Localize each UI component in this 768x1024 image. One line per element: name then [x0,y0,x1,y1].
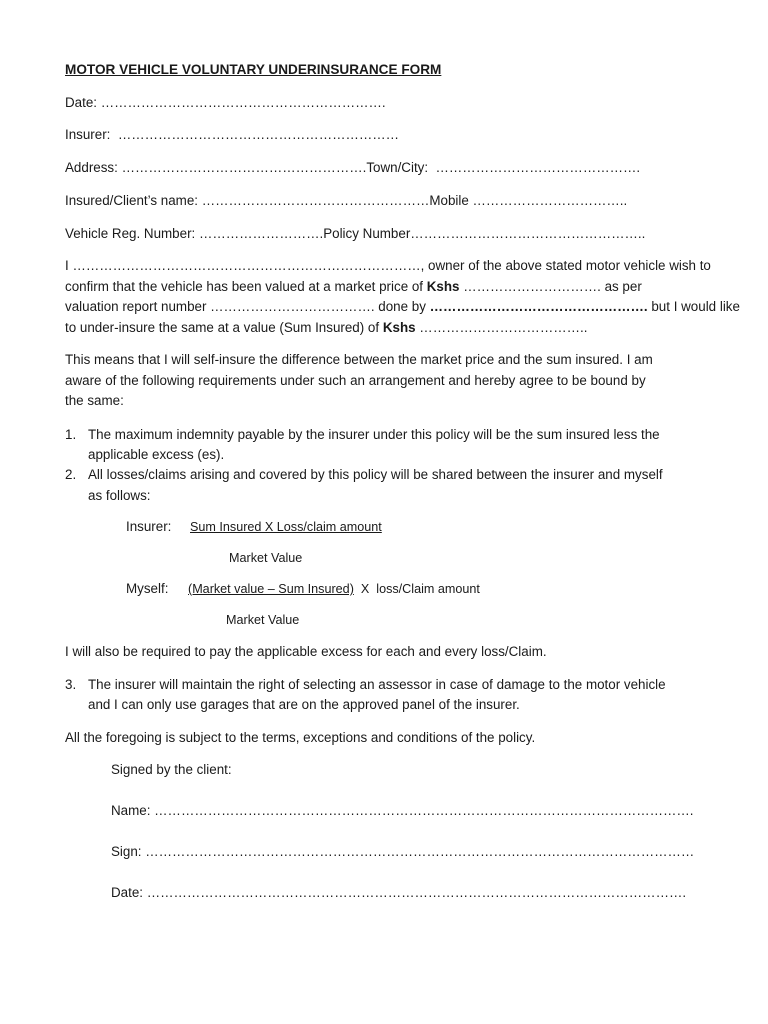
form-title: MOTOR VEHICLE VOLUNTARY UNDERINSURANCE FORM [65,62,442,77]
client-name-field: Insured/Client’s name: ……………………………………………Mobile …………………………….. [65,193,628,208]
list-item-3-line-1: The insurer will maintain the right of selecting an assessor in case of damage to the motor vehicle [88,677,666,692]
kshs-label: Kshs [426,279,460,294]
formula-myself-denominator: Market Value [226,613,300,627]
declaration-line-2: confirm that the vehicle has been valued at a market price of Kshs …………………………. as per [65,279,642,294]
list-number: 2. [65,467,77,482]
signature-sign-field: Sign: …………………………………………………………………………………………………………… [111,844,695,859]
formula-myself-numerator: (Market value – Sum Insured) X loss/Claim amount [188,582,480,596]
list-item-1-line-2: applicable excess (es). [88,447,225,462]
means-line-1: This means that I will self-insure the difference between the market price and the sum insured. I am [65,352,653,367]
signed-by-label: Signed by the client: [111,762,232,777]
date-field: Date: ………………………………………………………. [65,95,386,110]
declaration-line-3: valuation report number ………………………………. done by …………………………………………. but I would like [65,299,740,314]
formula-insurer-label: Insurer: [126,519,172,534]
list-item-2-line-1: All losses/claims arising and covered by this policy will be shared between the insurer and myself [88,467,663,482]
signature-name-field: Name: …………………………………………………………………………………………………………. [111,803,694,818]
list-item-3-line-2: and I can only use garages that are on the approved panel of the insurer. [88,697,520,712]
address-field: Address: ……………………………………………….Town/City: ………………………………………. [65,160,641,175]
foregoing-note: All the foregoing is subject to the terms, exceptions and conditions of the policy. [65,730,536,745]
formula-myself-label: Myself: [126,581,169,596]
vehicle-reg-field: Vehicle Reg. Number: ……………………….Policy Number…………………………………………….. [65,226,646,241]
formula-insurer-denominator: Market Value [229,551,303,565]
means-line-3: the same: [65,393,124,408]
insurer-field: Insurer: ……………………………………………………… [65,127,400,142]
kshs-label: Kshs [382,320,416,335]
declaration-line-4: to under-insure the same at a value (Sum Insured) of Kshs ……………………………….. [65,320,588,335]
list-item-2-line-2: as follows: [88,488,151,503]
formula-insurer-numerator: Sum Insured X Loss/claim amount [190,520,382,534]
list-number: 1. [65,427,77,442]
list-item-1-line-1: The maximum indemnity payable by the insurer under this policy will be the sum insured less the [88,427,660,442]
declaration-line-1: I ……………………………………………………………………, owner of the above stated motor vehicle wish to [65,258,711,273]
signature-date-field: Date: …………………………………………………………………………………………………………. [111,885,687,900]
list-number: 3. [65,677,77,692]
means-line-2: aware of the following requirements under such an arrangement and hereby agree to be bound by [65,373,646,388]
excess-note: I will also be required to pay the applicable excess for each and every loss/Claim. [65,644,547,659]
